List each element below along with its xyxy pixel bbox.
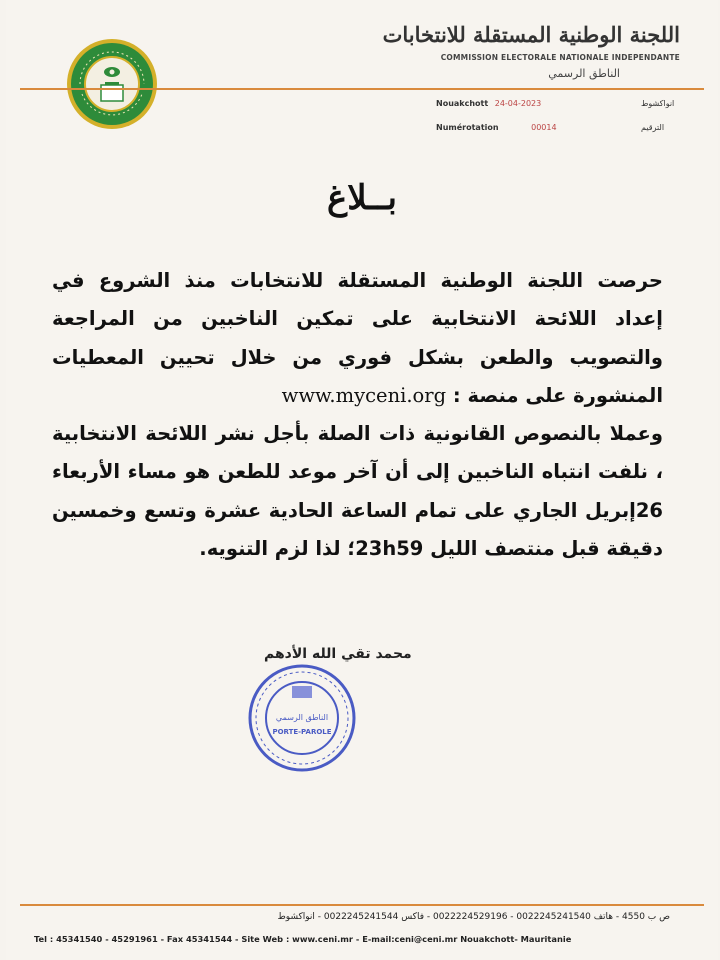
commission-logo: [66, 38, 158, 130]
date-label-fr: Nouakchott: [436, 99, 489, 108]
header-spokesperson: الناطق الرسمي: [548, 67, 620, 80]
communique-title: بــلاغ: [327, 178, 397, 218]
stamp-sub: PORTE-PAROLE: [272, 728, 332, 736]
stamp-label: الناطق الرسمي: [275, 713, 329, 722]
paragraph-1: [52, 262, 663, 415]
document-sheet: [6, 0, 718, 960]
number-line: [436, 123, 665, 132]
header-block: [383, 22, 680, 80]
footer-contact-fr: Tel : 45341540 - 45291961 - Fax 45341544 - Site Web : www.ceni.mr - E-mail:ceni@ceni.mr Nouakchott- Mauritanie: [34, 934, 572, 944]
official-stamp: [246, 662, 358, 774]
footer-divider: [20, 904, 704, 906]
paragraph-2: وعملا بالنصوص القانونية ذات الصلة بأجل نشر اللائحة الانتخابية ، نلفت انتباه الناخبين إلى أن آخر موعد للطعن هو مساء الأربعاء 26إبريل الجاري على تمام الساعة الحادية عشرة وتسع وخمسين دقيقة قبل منتصف الليل 23h59؛ لذا لزم التنويه.: [52, 422, 663, 560]
paragraph-1-text: حرصت اللجنة الوطنية المستقلة للانتخابات منذ الشروع في إعداد اللائحة الانتخابية على تمكين الناخبين من المراجعة والتصويب والطعن بشكل فوري من خلال تحيين المعطيات المنشورة على منصة :: [52, 269, 663, 407]
date-value: 24-04-2023: [494, 99, 542, 108]
footer-contact-ar: ص ب 4550 - هاتف 0022245241540 - 0022224529196 - فاكس 0022245241544 - انواكشوط: [277, 912, 670, 922]
header-title-ar: اللجنة الوطنية المستقلة للانتخابات: [382, 22, 680, 47]
header-divider: [20, 88, 704, 90]
date-line: [436, 99, 675, 108]
signatory-name: محمد تقي الله الأدهم: [264, 646, 412, 662]
number-label-fr: Numérotation: [436, 123, 499, 132]
date-label-ar: انواكشوط: [641, 99, 675, 108]
number-label-ar: الترقيم: [641, 123, 665, 132]
platform-url: www.myceni.org: [281, 383, 447, 407]
number-value: 00014: [531, 123, 557, 132]
header-title-fr: COMMISSION ELECTORALE NATIONALE INDEPENDANTE: [440, 53, 680, 62]
